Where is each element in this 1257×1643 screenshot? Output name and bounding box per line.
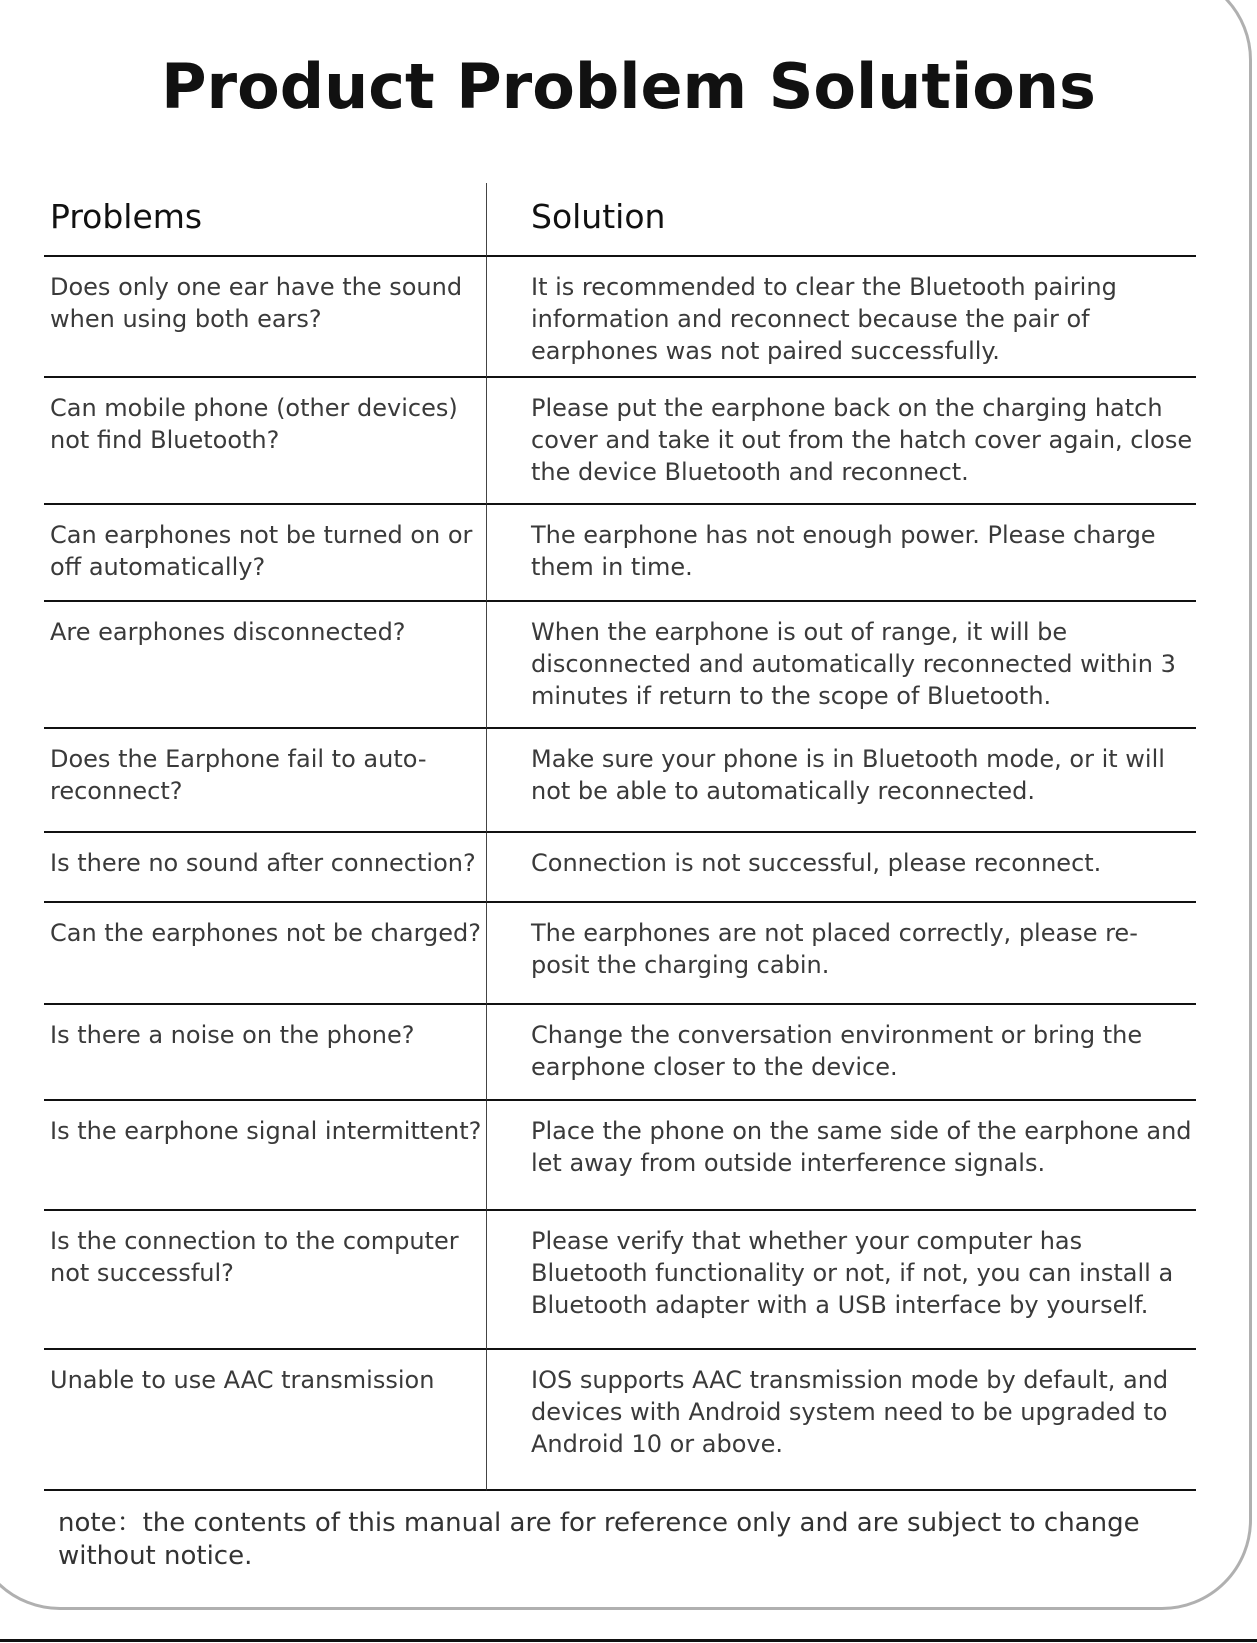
header-solution: Solution <box>486 183 1196 257</box>
solution-cell: The earphones are not placed correctly, please re-posit the charging cabin. <box>486 903 1196 1005</box>
problem-cell: Does only one ear have the sound when using both ears? <box>44 257 486 378</box>
problem-cell: Is there no sound after connection? <box>44 833 486 903</box>
solution-cell: Connection is not successful, please reconnect. <box>486 833 1196 903</box>
header-problems: Problems <box>44 183 486 257</box>
solution-cell: Place the phone on the same side of the earphone and let away from outside interference signals. <box>486 1101 1196 1211</box>
solution-cell: Change the conversation environment or bring the earphone closer to the device. <box>486 1005 1196 1101</box>
problem-cell: Can earphones not be turned on or off automatically? <box>44 505 486 602</box>
problem-cell: Can the earphones not be charged? <box>44 903 486 1005</box>
problem-cell: Are earphones disconnected? <box>44 602 486 729</box>
problem-cell: Is the earphone signal intermittent? <box>44 1101 486 1211</box>
footer-note: note：the contents of this manual are for reference only and are subject to change without notice. <box>58 1508 1140 1571</box>
problem-cell: Is there a noise on the phone? <box>44 1005 486 1101</box>
solution-cell: The earphone has not enough power. Please charge them in time. <box>486 505 1196 602</box>
solution-cell: It is recommended to clear the Bluetooth pairing information and reconnect because the pair of earphones was not paired successfully. <box>486 257 1196 378</box>
solution-cell: Please verify that whether your computer has Bluetooth functionality or not, if not, you can install a Bluetooth adapter with a USB interface by yourself. <box>486 1211 1196 1350</box>
problem-cell: Is the connection to the computer not successful? <box>44 1211 486 1350</box>
solution-cell: IOS supports AAC transmission mode by default, and devices with Android system need to be upgraded to Android 10 or above. <box>486 1350 1196 1491</box>
bottom-divider <box>0 1639 1257 1642</box>
problems-solutions-table <box>44 183 1196 1491</box>
solution-cell: Make sure your phone is in Bluetooth mode, or it will not be able to automatically reconnected. <box>486 729 1196 833</box>
page-title: Product Problem Solutions <box>161 50 1096 123</box>
problem-cell: Unable to use AAC transmission <box>44 1350 486 1491</box>
problem-cell: Does the Earphone fail to auto-reconnect? <box>44 729 486 833</box>
solution-cell: When the earphone is out of range, it will be disconnected and automatically reconnected within 3 minutes if return to the scope of Bluetooth. <box>486 602 1196 729</box>
problem-cell: Can mobile phone (other devices) not find Bluetooth? <box>44 378 486 505</box>
solution-cell: Please put the earphone back on the charging hatch cover and take it out from the hatch cover again, close the device Bluetooth and reconnect. <box>486 378 1196 505</box>
